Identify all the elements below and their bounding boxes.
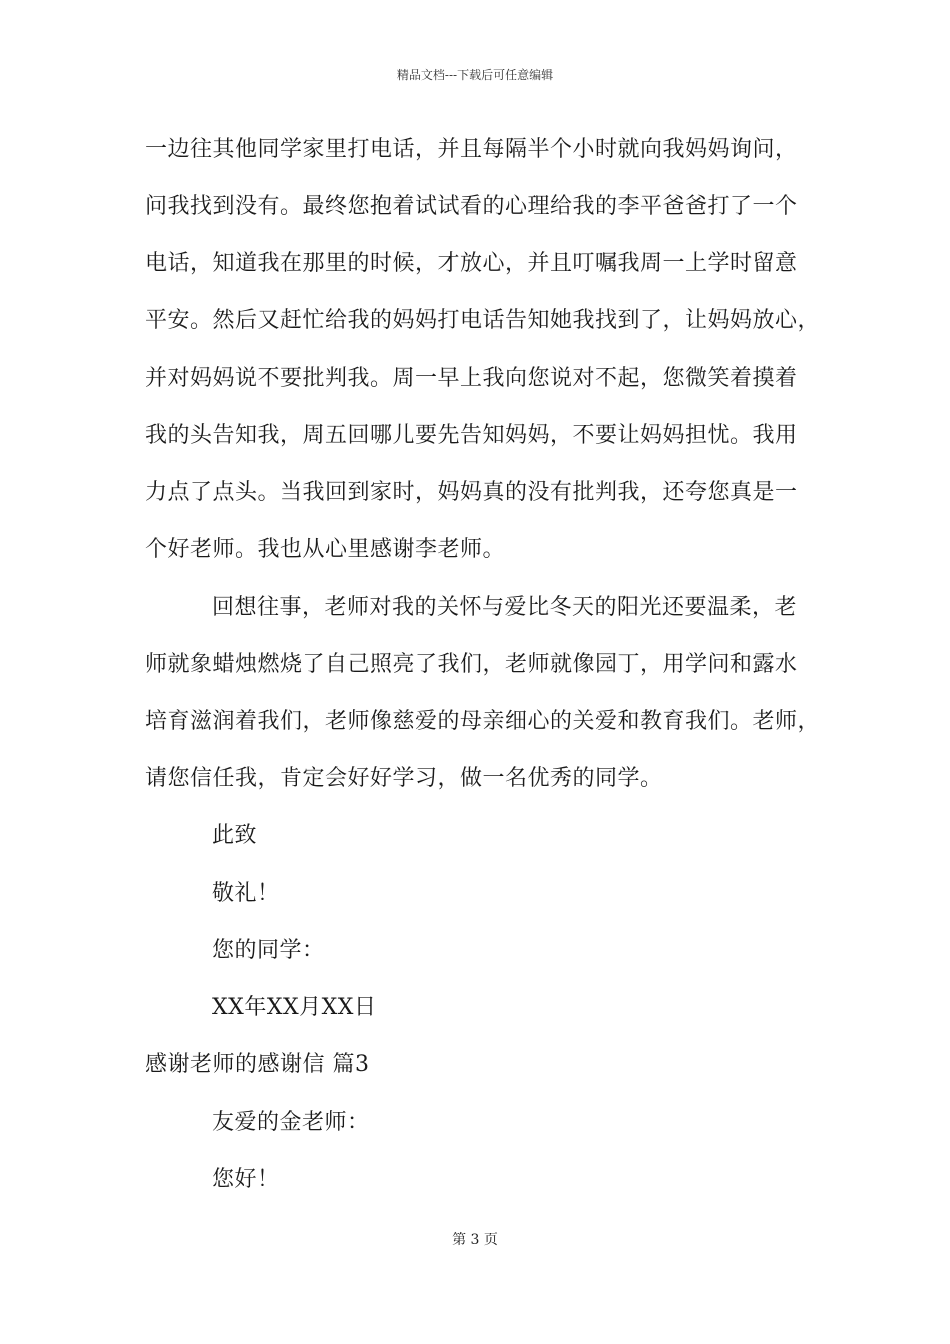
body-line: 问我找到没有。最终您抱着试试看的心理给我的李平爸爸打了一个 xyxy=(145,194,798,219)
body-line: 力点了点头。当我回到家时，妈妈真的没有批判我，还夸您真是一 xyxy=(145,480,798,505)
body-line: 请您信任我，肯定会好好学习，做一名优秀的同学。 xyxy=(145,766,663,791)
closing-salutation: 此致 xyxy=(212,823,258,848)
body-line: 平安。然后又赶忙给我的妈妈打电话告知她我找到了，让妈妈放心， xyxy=(145,308,821,333)
body-line: 培育滋润着我们，老师像慈爱的母亲细心的关爱和教育我们。老师， xyxy=(145,709,821,734)
body-line: 电话，知道我在那里的时候，才放心，并且叮嘱我周一上学时留意 xyxy=(145,251,798,276)
section-heading: 感谢老师的感谢信 篇3 xyxy=(145,1052,370,1077)
closing-regards: 敬礼！ xyxy=(212,881,280,906)
body-line: 一边往其他同学家里打电话，并且每隔半个小时就向我妈妈询问， xyxy=(145,137,798,162)
paragraph-first-line: 回想往事，老师对我的关怀与爱比冬天的阳光还要温柔，老 xyxy=(212,595,798,620)
page-footer: 第 3 页 xyxy=(452,1232,498,1248)
body-line: 并对妈妈说不要批判我。周一早上我向您说对不起，您微笑着摸着 xyxy=(145,366,798,391)
body-line: 师就象蜡烛燃烧了自己照亮了我们，老师就像园丁，用学问和露水 xyxy=(145,652,798,677)
body-line: 个好老师。我也从心里感谢李老师。 xyxy=(145,537,506,562)
signature-line: 您的同学： xyxy=(212,938,325,963)
page-header: 精品文档---下载后可任意编辑 xyxy=(396,68,554,82)
letter-greeting: 友爱的金老师： xyxy=(212,1110,370,1135)
letter-hello: 您好！ xyxy=(212,1167,280,1192)
date-line: XX年XX月XX日 xyxy=(212,995,377,1020)
body-line: 我的头告知我，周五回哪儿要先告知妈妈，不要让妈妈担忧。我用 xyxy=(145,423,798,448)
